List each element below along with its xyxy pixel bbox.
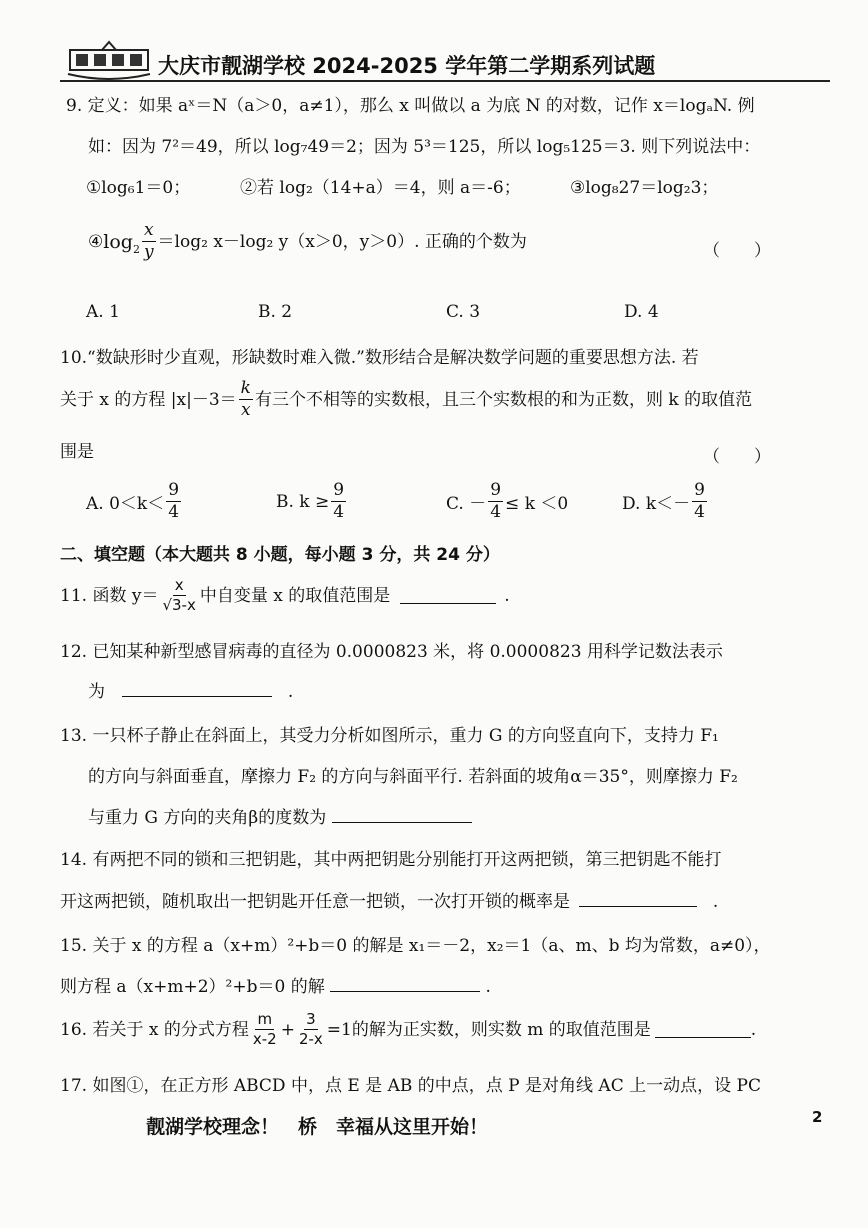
section-2-title-text: 二、填空题（本大题共 8 小题，每小题 3 分，共 24 分） [60, 545, 500, 565]
q16-answer-blank[interactable] [655, 1021, 751, 1038]
q12-answer-blank[interactable] [122, 680, 272, 697]
q10-opt-c-suffix: ≤ k ＜0 [505, 494, 569, 514]
q10-opt-b-prefix: B. k ≥ [276, 491, 330, 512]
header-title: 大庆市靓湖学校 2024-2025 学年第二学期系列试题 [158, 54, 656, 78]
q9-statement-1: ①log₆1＝0； [86, 178, 191, 198]
q9-s4-fraction [142, 222, 156, 261]
q13-line3-text: 与重力 G 方向的夹角β的度数为 [88, 808, 327, 828]
q9-line1: 9. 定义：如果 aˣ＝N（a＞0，a≠1），那么 x 叫做以 a 为底 N 的对数，记作 x＝logₐN. 例 [66, 96, 755, 116]
q16-prefix: 16. 若关于 x 的分式方程 [60, 1019, 249, 1040]
header-rule [60, 80, 830, 82]
q9-option-a: A. 1 [86, 302, 120, 322]
q10-opt-d-den: 4 [694, 502, 705, 522]
q10-fraction [239, 380, 253, 419]
q10-option-b [276, 482, 348, 521]
q10-opt-c-frac [488, 482, 503, 521]
q12-prefix: 为 [88, 682, 105, 702]
q10-opt-d-frac [692, 482, 707, 521]
q15-answer-blank[interactable] [330, 975, 480, 992]
q9-statement-3: ③log₈27＝log₂3； [570, 178, 719, 198]
q10-line3: 围是 [60, 442, 94, 462]
q10-line2-a: 关于 x 的方程 |x|－3＝ [60, 389, 237, 410]
q10-opt-d-num: 9 [694, 480, 705, 500]
q10-line1: 10.“数缺形时少直观，形缺数时难入微.”数形结合是解决数学问题的重要思想方法. 若 [60, 348, 699, 368]
q14-answer-blank[interactable] [579, 890, 697, 907]
q12-end: . [287, 682, 294, 702]
q11-answer-blank[interactable] [400, 587, 496, 604]
q16-f2-num: 3 [306, 1010, 316, 1028]
q13-line1: 13. 一只杯子静止在斜面上，其受力分析如图所示，重力 G 的方向竖直向下，支持力 F₁ [60, 726, 719, 746]
q16-fraction-1 [251, 1012, 279, 1047]
q9-line2: 如：因为 7²＝49，所以 log₇49＝2；因为 5³＝125，所以 log₅125＝3. 则下列说法中： [88, 137, 761, 157]
q9-answer-paren: （ ） [703, 241, 771, 261]
q10-line2-b: 有三个不相等的实数根，且三个实数根的和为正数，则 k 的取值范 [254, 389, 753, 410]
q16-f2-den: 2-x [298, 1030, 323, 1048]
q10-opt-a-prefix: A. 0＜k＜ [86, 494, 165, 514]
q16 [60, 1012, 756, 1047]
q11-frac-den: √3-x [162, 596, 196, 614]
q10-opt-c-prefix: C. － [446, 494, 487, 514]
q14-end: . [712, 892, 719, 912]
q16-plus: + [280, 1019, 295, 1040]
q10-opt-c-num: 9 [490, 480, 502, 500]
q9-s4-log: log [103, 230, 133, 253]
q9-s4-rest: ＝log₂ x－log₂ y（x＞0，y＞0）. 正确的个数为 [157, 231, 527, 252]
q9-option-c: C. 3 [446, 302, 481, 322]
q9-s4-prefix: ④ [88, 231, 104, 252]
q16-end: . [750, 1019, 757, 1040]
q10-frac-den: x [241, 400, 251, 420]
page-number: 2 [812, 1108, 823, 1126]
q10-option-d [622, 482, 709, 521]
q9-s4-base: 2 [132, 242, 140, 256]
q11 [60, 578, 510, 613]
q16-suffix: =1的解为正实数，则实数 m 的取值范围是 [326, 1019, 651, 1040]
q14-line1: 14. 有两把不同的锁和三把钥匙，其中两把钥匙分别能打开这两把锁，第三把钥匙不能打 [60, 850, 722, 870]
q17-line1: 17. 如图①，在正方形 ABCD 中，点 E 是 AB 的中点，点 P 是对角线 AC 上一动点，设 PC [60, 1076, 761, 1096]
q16-f1-den: x-2 [252, 1030, 277, 1048]
q11-prefix: 11. 函数 y＝ [60, 585, 159, 606]
q10-opt-b-frac [331, 482, 346, 521]
q12-line1: 12. 已知某种新型感冒病毒的直径为 0.0000823 米，将 0.0000823 用科学记数法表示 [60, 642, 723, 662]
q10-opt-b-den: 4 [333, 502, 345, 522]
section-2-title [60, 540, 500, 565]
q16-fraction-2 [297, 1012, 325, 1047]
q11-frac-num: x [174, 576, 184, 594]
q9-s4-num: x [143, 220, 154, 240]
q9-s4-den: y [143, 242, 154, 262]
q10-answer-paren: （ ） [703, 447, 771, 467]
q10-opt-a-den: 4 [168, 502, 180, 522]
q9-option-b: B. 2 [258, 302, 293, 322]
q9-statement-2: ②若 log₂（14+a）＝4，则 a＝-6； [240, 178, 521, 198]
q10-opt-a-frac [166, 482, 181, 521]
q15-end: . [485, 977, 491, 997]
q10-frac-num: k [240, 378, 251, 398]
q13-line3 [88, 806, 472, 830]
school-logo-icon [66, 40, 152, 82]
q10-line2 [60, 380, 752, 419]
q14-line2 [60, 890, 718, 914]
q9-option-d: D. 4 [624, 302, 659, 322]
q15-line1: 15. 关于 x 的方程 a（x+m）²+b＝0 的解是 x₁＝－2，x₂＝1（a、m、b 均为常数，a≠0）， [60, 936, 771, 956]
q10-option-c [446, 482, 568, 521]
q13-line2: 的方向与斜面垂直，摩擦力 F₂ 的方向与斜面平行. 若斜面的坡角α＝35°，则摩擦力 F₂ [88, 767, 738, 787]
q10-opt-d-prefix: D. k＜－ [622, 494, 691, 514]
q10-opt-c-den: 4 [490, 502, 502, 522]
q14-line2-text: 开这两把锁，随机取出一把钥匙开任意一把锁，一次打开锁的概率是 [60, 892, 570, 912]
q12-line2 [88, 680, 293, 704]
q16-f1-num: m [257, 1010, 273, 1028]
q15-line2-text: 则方程 a（x+m+2）²+b＝0 的解 [60, 977, 325, 997]
q9-statement-4 [88, 222, 527, 261]
q10-option-a [86, 482, 183, 521]
q13-answer-blank[interactable] [332, 806, 472, 823]
q11-fraction [160, 578, 197, 613]
q10-opt-b-num: 9 [333, 480, 345, 500]
q11-end: . [504, 585, 510, 606]
q10-opt-a-num: 9 [168, 480, 180, 500]
q15-line2 [60, 975, 491, 999]
q11-suffix: 中自变量 x 的取值范围是 [199, 585, 391, 606]
footer-motto: 靓湖学校理念！ 桥 幸福从这里开始！ [146, 1116, 489, 1138]
